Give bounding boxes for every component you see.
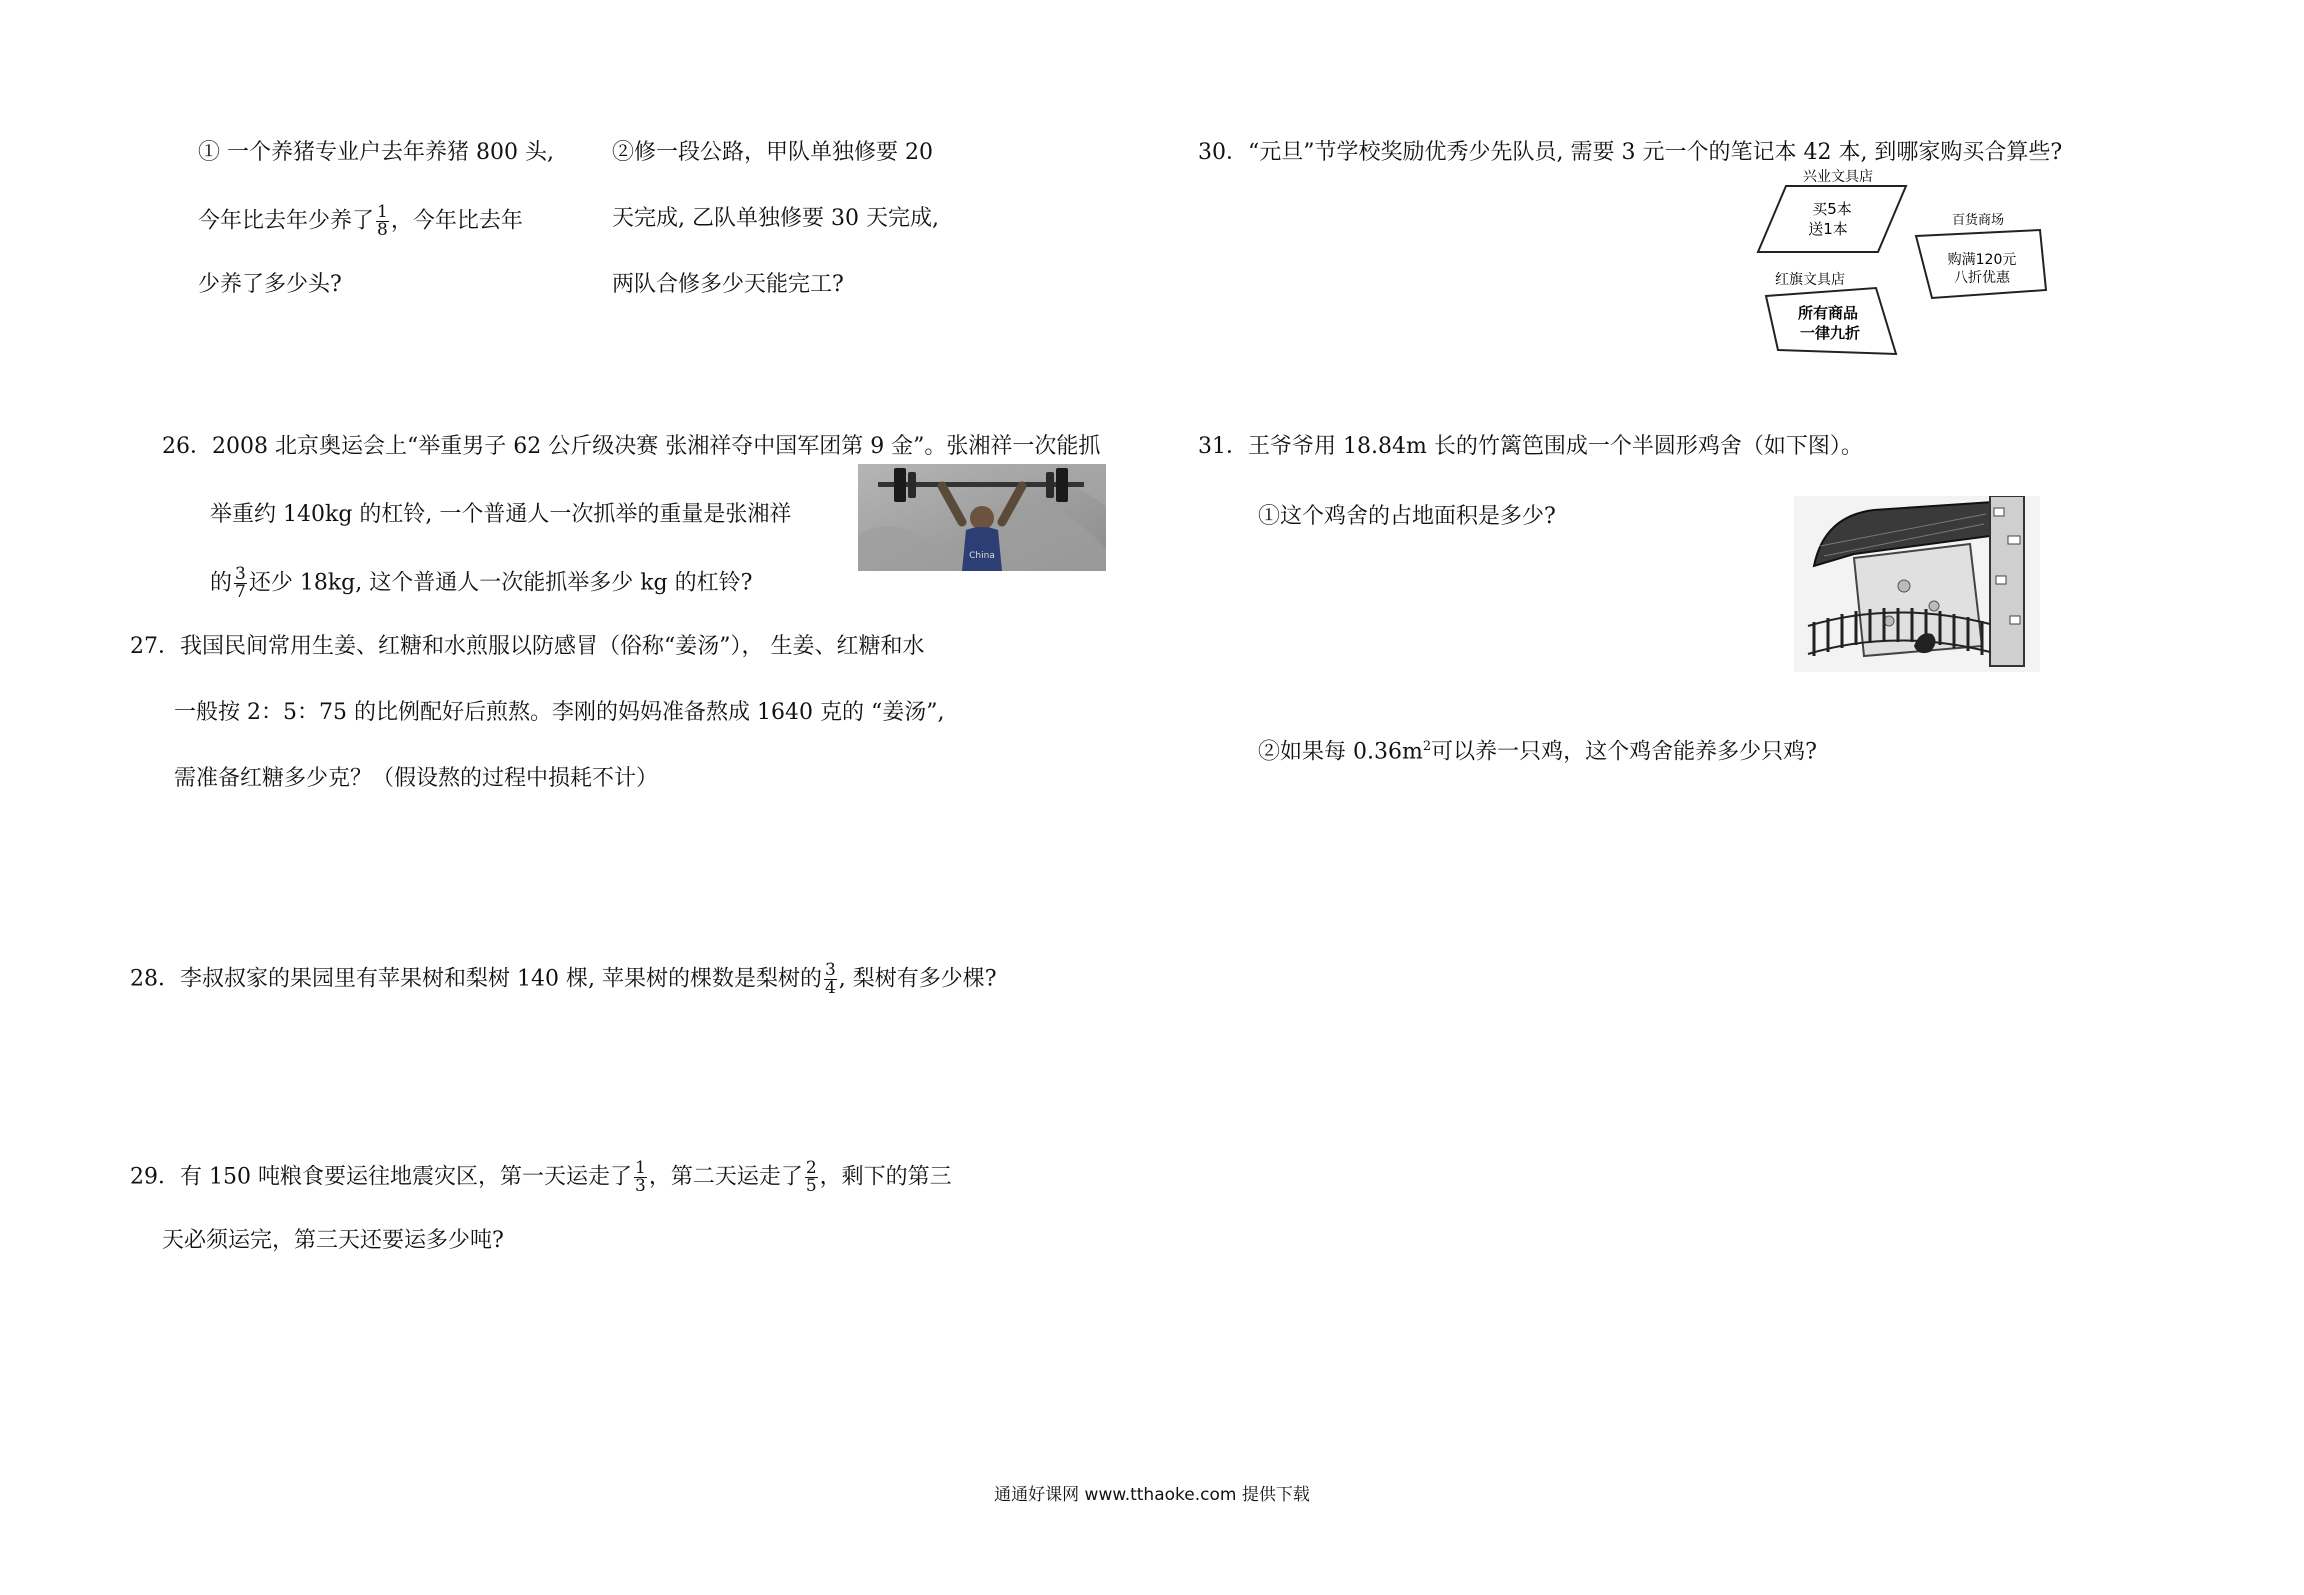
p28-frac-num: 3 (824, 960, 836, 980)
p31-q2 (1258, 732, 1817, 767)
p29-line1-pre: 29．有 150 吨粮食要运往地震灾区，第一天运走了 (130, 1164, 632, 1190)
p29-fraction-1 (634, 1160, 647, 1195)
p31-q2-pre: ②如果每 0.36m (1258, 739, 1423, 765)
p25-a-frac-num: 1 (377, 202, 388, 222)
p26-frac-num: 3 (235, 564, 246, 584)
store3-name: 红旗文具店 (1775, 272, 1845, 288)
store1-name: 兴业文具店 (1803, 169, 1873, 185)
p31-line1: 31．王爷爷用 18.84m 长的竹篱笆围成一个半圆形鸡舍（如下图）。 (1198, 434, 1863, 459)
p26-line3 (210, 566, 752, 601)
p26-line3-pre: 的 (210, 570, 233, 596)
p29-frac2-den: 5 (805, 1176, 817, 1196)
p31-q2-post: 可以养一只鸡，这个鸡舍能养多少只鸡? (1431, 739, 1817, 765)
p29-line1-post: ，剩下的第三 (819, 1164, 952, 1190)
p25-a-line2-pre: 今年比去年少养了 (198, 208, 375, 234)
p27-line1: 27．我国民间常用生姜、红糖和水煎服以防感冒（俗称“姜汤”）， 生姜、红糖和水 (130, 634, 925, 659)
p25-b-line3: 两队合修多少天能完工? (612, 272, 844, 297)
p29-line2: 天必须运完，第三天还要运多少吨? (162, 1228, 504, 1253)
p26-line3-post: 还少 18kg, 这个普通人一次能抓举多少 kg 的杠铃? (248, 570, 753, 596)
p29-frac2-num: 2 (805, 1158, 817, 1178)
p31-q1: ①这个鸡舍的占地面积是多少? (1258, 504, 1556, 529)
p25-a-frac-den: 8 (377, 220, 388, 240)
p29-frac1-den: 3 (634, 1176, 646, 1196)
p28-line-pre: 28．李叔叔家的果园里有苹果树和梨树 140 棵, 苹果树的棵数是梨树的 (130, 966, 822, 992)
p26-line1: 26．2008 北京奥运会上“举重男子 62 公斤级决赛 张湘祥夺中国军团第 9 金”。张湘祥一次能抓 (162, 434, 1101, 459)
store1-offer1: 买5本 (1812, 200, 1852, 218)
p26-line2: 举重约 140kg 的杠铃, 一个普通人一次抓举的重量是张湘祥 (210, 502, 792, 527)
p29-line1-mid: ，第二天运走了 (648, 1164, 803, 1190)
photo-shirt-text: China (969, 551, 995, 561)
p29-line1 (130, 1160, 952, 1195)
store3-offer1: 所有商品 (1797, 304, 1859, 322)
p28-fraction (824, 962, 837, 997)
p25-b-line2: 天完成, 乙队单独修要 30 天完成, (612, 206, 939, 231)
p25-a-line2-post: ，今年比去年 (390, 208, 523, 234)
page-footer: 通通好课网 www.tthaoke.com 提供下载 (994, 1485, 1310, 1505)
p27-line2: 一般按 2：5：75 的比例配好后煎熬。李刚的妈妈准备熬成 1640 克的 “姜汤”, (174, 700, 945, 725)
store2-offer2: 八折优惠 (1954, 270, 2010, 286)
store2-name: 百货商场 (1951, 213, 2005, 228)
p25-a-line1: ① 一个养猪专业户去年养猪 800 头, (198, 140, 554, 165)
p29-fraction-2 (805, 1160, 818, 1195)
p30-line1: 30．“元旦”节学校奖励优秀少先队员, 需要 3 元一个的笔记本 42 本, 到哪家购买合算些? (1198, 140, 2063, 165)
store1-offer2: 送1本 (1808, 220, 1848, 238)
stores-diagram (1756, 164, 2048, 358)
chicken-coop-picture (1794, 496, 2040, 672)
store2-offer1: 购满120元 (1947, 252, 2017, 268)
p27-line3: 需准备红糖多少克？（假设熬的过程中损耗不计） (174, 766, 659, 791)
p28-frac-den: 4 (824, 978, 836, 998)
p28-line (130, 962, 997, 997)
p26-fraction (234, 566, 247, 601)
store3-offer2: 一律九折 (1799, 324, 1861, 342)
p25-a-line3: 少养了多少头? (198, 272, 342, 297)
p29-frac1-num: 1 (634, 1158, 646, 1178)
p25-a-fraction (376, 204, 389, 239)
p31-q2-sup: 2 (1422, 739, 1432, 754)
p25-b-line1: ②修一段公路，甲队单独修要 20 (612, 140, 933, 165)
weightlifter-photo (858, 464, 1106, 571)
p28-line-post: , 梨树有多少棵? (838, 966, 997, 992)
p26-frac-den: 7 (235, 582, 246, 602)
p25-a-line2 (198, 204, 523, 239)
